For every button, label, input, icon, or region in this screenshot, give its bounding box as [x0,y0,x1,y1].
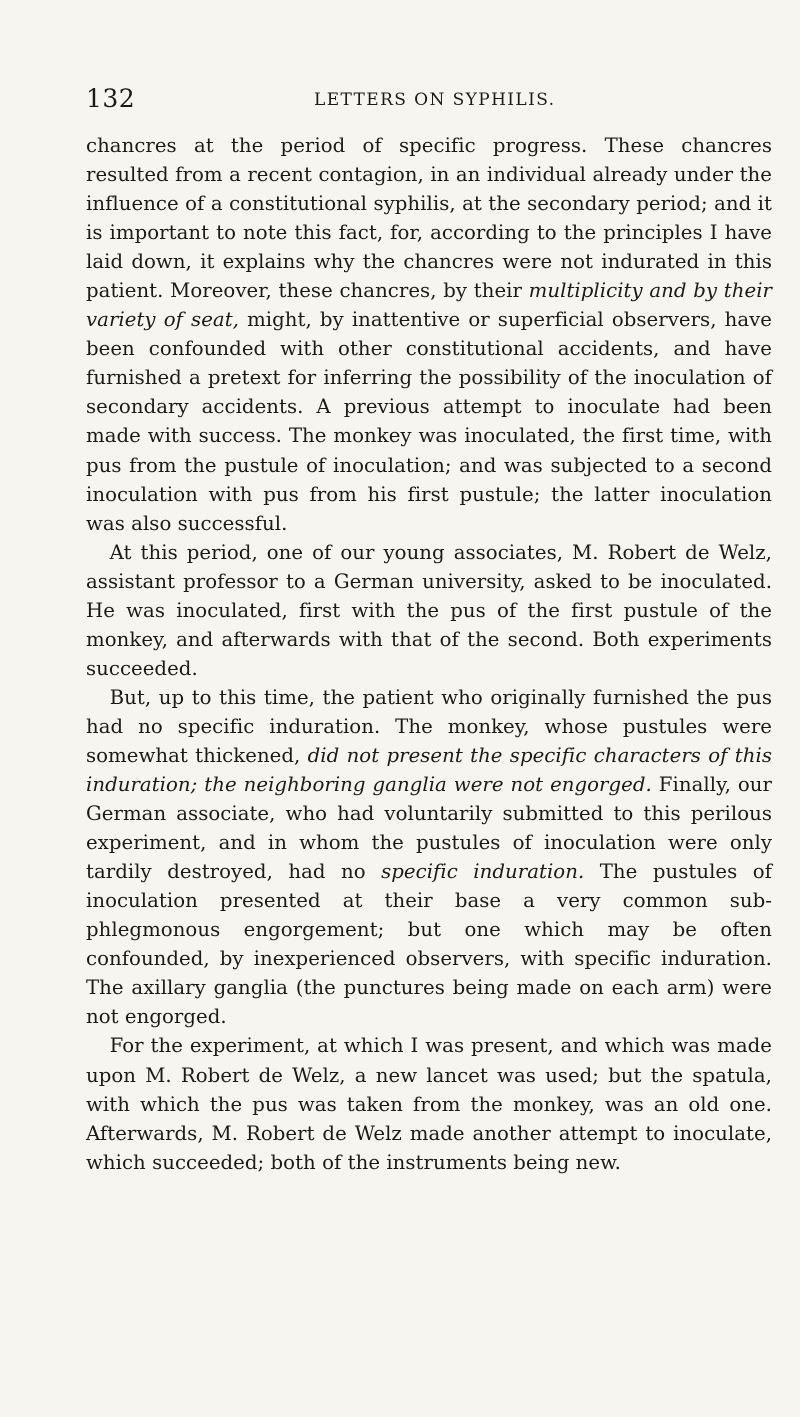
paragraph-1 [86,131,772,538]
text-run: Finally, our German associate, who had voluntarily submitted to this perilous experiment, and in whom the pustules of inoculation were only tardily destroyed, had no [86,773,772,884]
text-run: The pustules of inoculation presented at their base a very common sub-phlegmonous engorgement; but one which may be often confounded, by inexperienced observers, with specific induration. The axillary ganglia (the punctures being made on each arm) were not engorged. [86,860,772,1029]
text-run: For the experiment, at which I was present, and which was made upon M. Robert de Welz, a new lancet was used; but the spatula, with which the pus was taken from the monkey, was an old one. Afterwards, M. Robert de Welz made another attempt to inoculate, which succeeded; both of the instruments being new. [86,1034,772,1174]
italic-emphasis: specific induration. [381,860,585,884]
text-run: But, up to this time, the patient who originally furnished the pus had no specific induration. The monkey, whose pustules were somewhat thickened, [86,685,772,767]
paragraph-4 [86,1031,772,1176]
italic-emphasis: did not present the specific characters of this induration; the neighboring ganglia were not engorged. [86,743,772,797]
paragraph-2 [86,538,772,683]
text-run: chancres at the period of specific progress. These chancres resulted from a recent contagion, in an individual already under the influence of a constitutional syphilis, at the secondary period; and it is important to note this fact, for, according to the principles I have laid down, it explains why the chancres were not indurated in this patient. Moreover, these chancres, by their [86,134,772,303]
body-text [86,131,772,1177]
text-run: might, by inattentive or superficial observers, have been confounded with other constitutional accidents, and have furnished a pretext for inferring the possibility of the inoculation of secondary accidents. A previous attempt to inoculate had been made with success. The monkey was inoculated, the first time, with pus from the pustule of inoculation; and was subjected to a second inoculation with pus from his first pustule; the latter inoculation was also successful. [86,308,772,535]
page-header [86,84,770,118]
italic-emphasis: multiplicity and by their variety of seat, [86,279,773,332]
page-number: 132 [86,84,136,113]
paragraph-3 [86,683,772,1032]
text-run: At this period, one of our young associates, M. Robert de Welz, assistant professor to a German university, asked to be inoculated. He was inoculated, first with the pus of the first pustule of the monkey, and afterwards with that of the second. Both experiments succeeded. [86,540,772,680]
running-title: LETTERS ON SYPHILIS. [314,90,556,110]
